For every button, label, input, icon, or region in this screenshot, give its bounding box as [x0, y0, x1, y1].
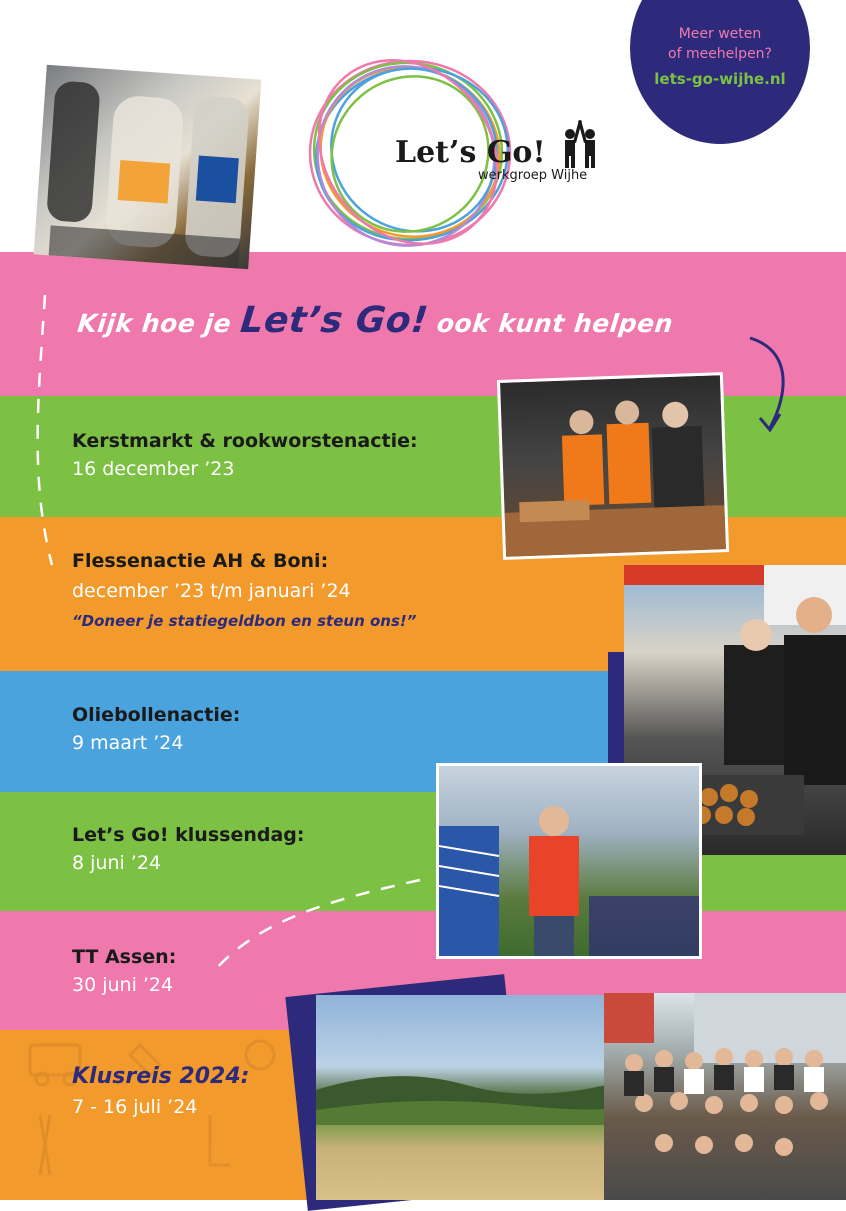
headline-pre: Kijk hoe je	[76, 309, 233, 338]
bottles-photo	[34, 65, 262, 270]
event-date-klusreis: 7 - 16 juli ’24	[72, 1096, 198, 1118]
headline-post: ook kunt helpen	[435, 309, 675, 338]
event-date-oliebollen: 9 maart ’24	[72, 732, 184, 754]
info-line-1: Meer weten	[678, 26, 762, 42]
event-title-flessenactie: Flessenactie AH & Boni:	[72, 550, 329, 572]
event-title-tt-assen: TT Assen:	[72, 946, 177, 968]
event-title-klussendag: Let’s Go! klussendag:	[72, 824, 305, 846]
group-photo	[604, 993, 846, 1200]
logo-brand: Let’s Go!	[395, 135, 546, 170]
event-quote-flessenactie: “Doneer je statiegeldbon en steun ons!”	[72, 612, 417, 630]
kerstmarkt-photo	[497, 372, 729, 560]
event-date-flessenactie: december ’23 t/m januari ’24	[72, 580, 351, 602]
event-date-kerstmarkt: 16 december ’23	[72, 458, 235, 480]
event-date-tt-assen: 30 juni ’24	[72, 974, 174, 996]
tt-assen-photo	[436, 763, 702, 959]
info-url-link[interactable]: lets-go-wijhe.nl	[654, 70, 786, 88]
event-date-klussendag: 8 juni ’24	[72, 852, 162, 874]
klusreis-landscape-photo	[316, 995, 626, 1200]
headline-brand: Let’s Go!	[238, 300, 431, 341]
info-line-2: of meehelpen?	[668, 46, 772, 62]
event-title-oliebollen: Oliebollenactie:	[72, 704, 241, 726]
event-title-klusreis: Klusreis 2024:	[72, 1064, 250, 1089]
logo-subtitle: werkgroep Wijhe	[478, 168, 588, 183]
event-title-kerstmarkt: Kerstmarkt & rookworstenactie:	[72, 430, 418, 452]
high-five-icon	[556, 118, 604, 168]
